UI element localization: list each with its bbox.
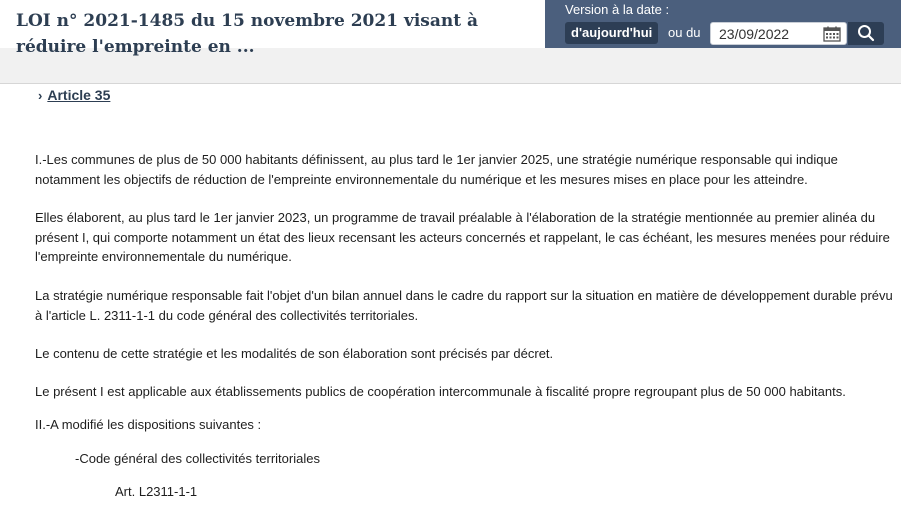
paragraph: Le présent I est applicable aux établissements publics de coopération intercommunale à fiscalité propre regroupant plus de 50 000 habitants.: [35, 384, 846, 399]
paragraph: II.-A modifié les dispositions suivantes :: [35, 417, 262, 432]
page-header: [0, 0, 901, 84]
version-panel: [545, 0, 901, 48]
date-field[interactable]: [710, 22, 847, 45]
search-button[interactable]: [848, 22, 884, 45]
version-label: Version à la date :: [565, 2, 670, 17]
modified-code-item: -Code général des collectivités territoriales: [75, 451, 320, 466]
modified-article-item: Art. L2311-1-1: [115, 484, 198, 499]
calendar-icon[interactable]: [823, 26, 841, 42]
date-input[interactable]: [719, 24, 817, 43]
paragraph: La stratégie numérique responsable fait l'objet d'un bilan annuel dans le cadre du rapport sur la situation en matière de développement durable prévu à l'article L. 2311-1-1 du code général des collectivités territoriales.: [35, 288, 893, 323]
title-box: [0, 0, 545, 57]
today-version-button[interactable]: d'aujourd'hui: [565, 22, 658, 44]
paragraph: I.-Les communes de plus de 50 000 habitants définissent, au plus tard le 1er janvier 2025, une stratégie numérique responsable qui indique notamment les objectifs de réduction de l'empreinte environnementale du numérique et les mesures mises en place pour les atteindre.: [35, 152, 838, 187]
article-link[interactable]: [38, 86, 110, 105]
or-label: ou du: [668, 25, 701, 40]
chevron-right-icon: ›: [38, 88, 43, 103]
search-icon: [857, 24, 875, 42]
paragraph: Le contenu de cette stratégie et les modalités de son élaboration sont précisés par décret.: [35, 346, 554, 361]
paragraph: Elles élaborent, au plus tard le 1er janvier 2023, un programme de travail préalable à l'élaboration de la stratégie mentionnée au premier alinéa du présent I, qui comporte notamment un état des lieux recensant les acteurs concernés et rappelant, le cas échéant, les mesures menées pour réduire l'empreinte environnementale du numérique.: [35, 210, 890, 264]
article-link-label: Article 35: [47, 87, 111, 103]
page-title: LOI n° 2021-1485 du 15 novembre 2021 visant à réduire l'empreinte en ...: [16, 11, 479, 57]
